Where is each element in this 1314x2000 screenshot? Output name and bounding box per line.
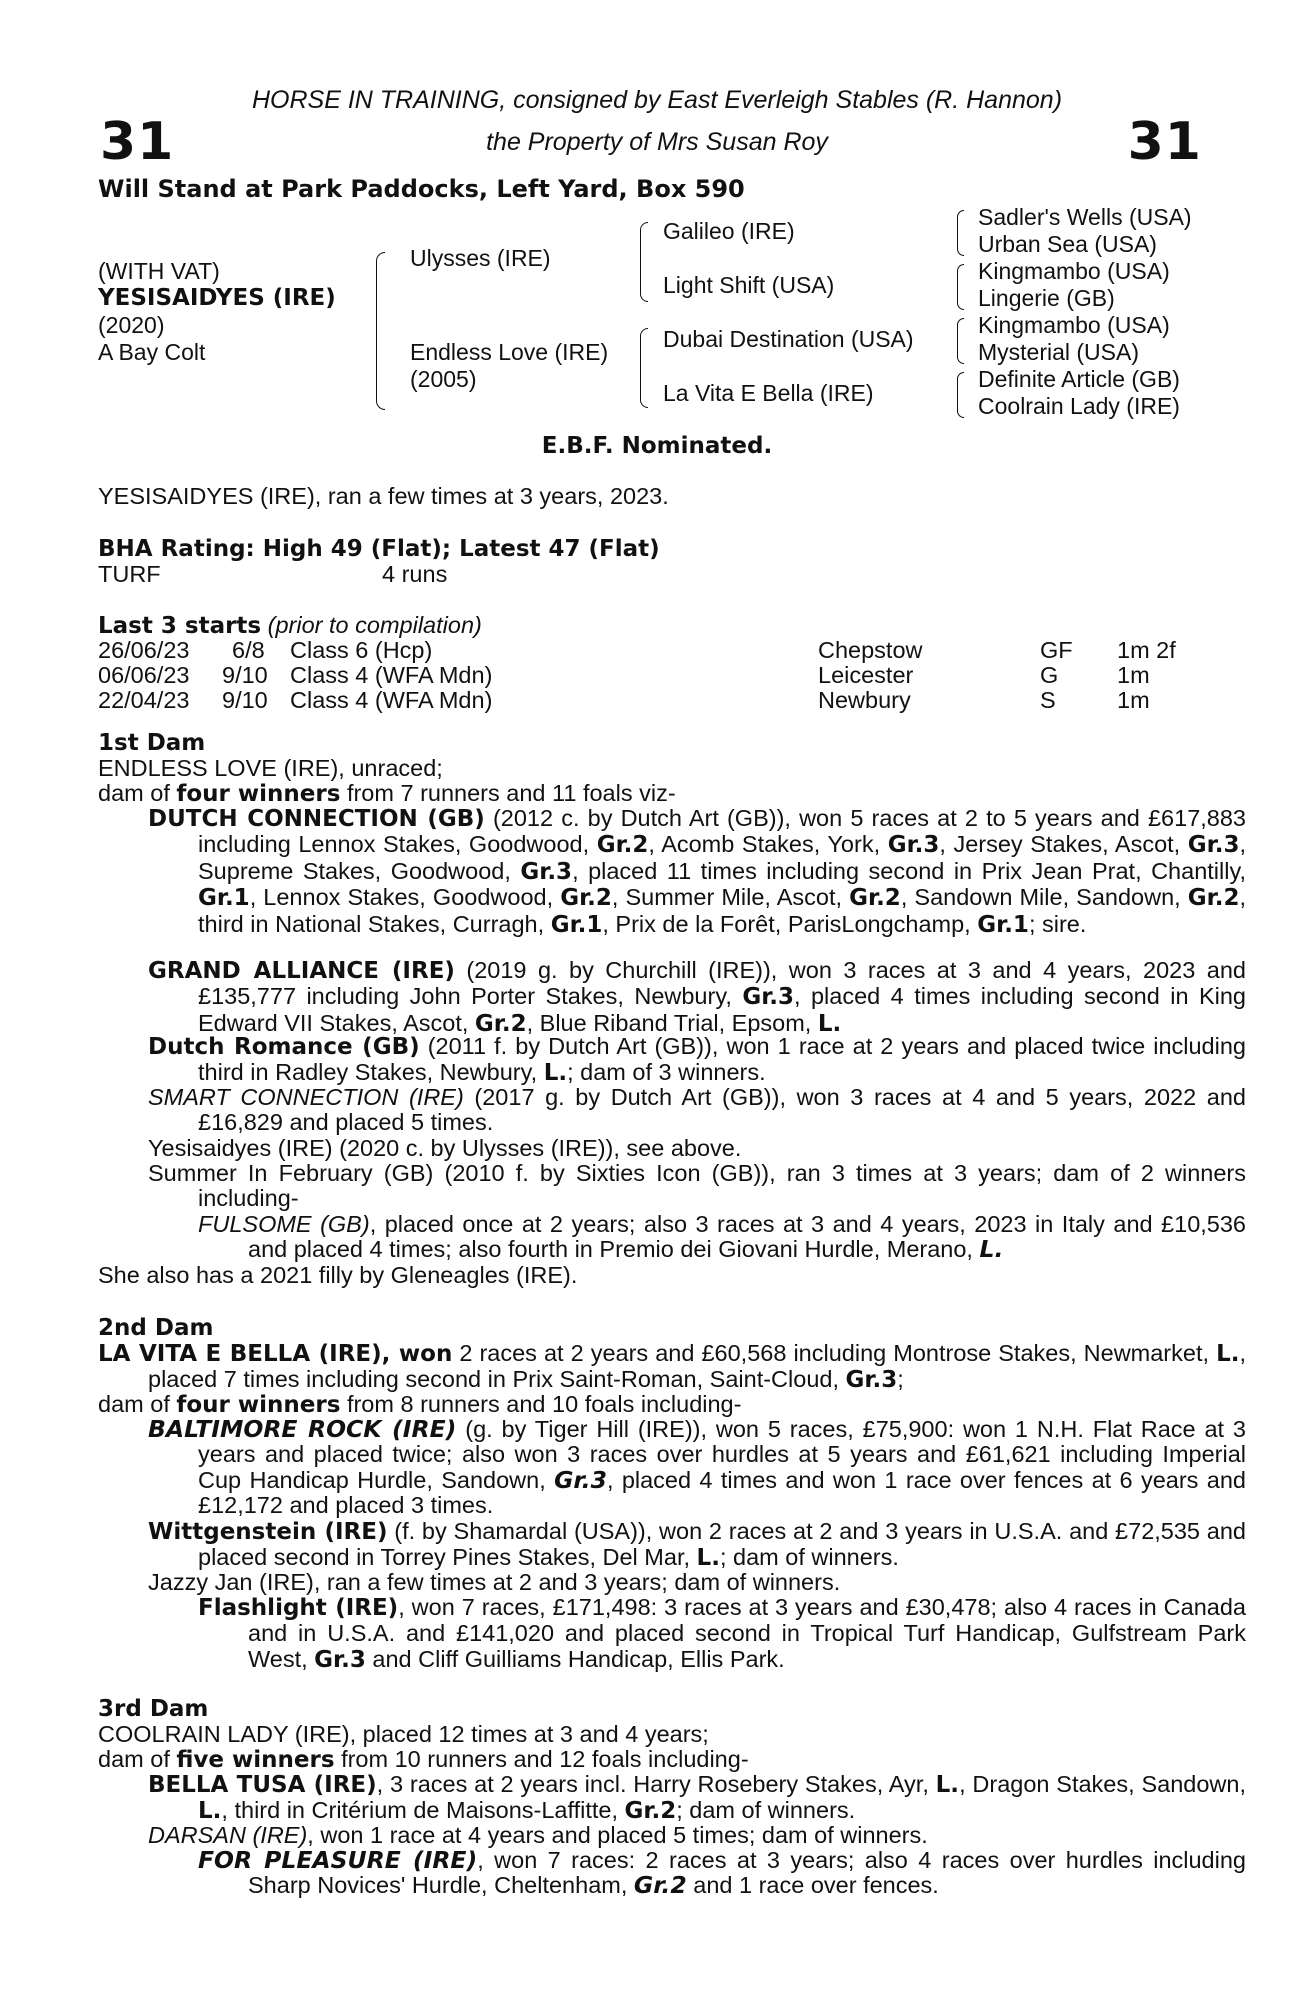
start-going: GF	[1040, 637, 1073, 663]
last-starts-note: (prior to compilation)	[267, 612, 482, 638]
horse-name: YESISAIDYES (IRE)	[98, 285, 336, 311]
gg-brace-4	[957, 372, 964, 418]
great-grandparent-6: Mysterial (USA)	[978, 339, 1140, 365]
start-course: Leicester	[818, 662, 914, 688]
produce-entry-grand-alliance: GRAND ALLIANCE (IRE) (2019 g. by Churchill (IRE)), won 3 races at 3 and 4 years, 2023 and £135,777 including John Porter Stakes, Newbury, Gr.3, placed 4 times including second in King Edward VII Stakes, Ascot, Gr.2, Blue Riband Trial, Epsom, L.	[148, 957, 1246, 1037]
third-dam-produce-summary: dam of five winners from 10 runners and 12 foals including-	[98, 1746, 749, 1773]
stand-location: Will Stand at Park Paddocks, Left Yard, Box 590	[98, 175, 745, 203]
produce-entry-darsan: DARSAN (IRE), won 1 race at 4 years and placed 5 times; dam of winners.	[148, 1822, 928, 1848]
dam-sire: Dubai Destination (USA)	[663, 326, 914, 352]
sire-sire: Galileo (IRE)	[663, 218, 795, 244]
race-summary: YESISAIDYES (IRE), ran a few times at 3 years, 2023.	[98, 483, 669, 509]
bha-rating: BHA Rating: High 49 (Flat); Latest 47 (Flat)	[98, 536, 660, 562]
produce-entry-summer-in-february: Summer In February (GB) (2010 f. by Sixties Icon (GB)), ran 3 times at 3 years; dam of 2 winners including-	[148, 1160, 1246, 1212]
produce-entry-for-pleasure: FOR PLEASURE (IRE), won 7 races: 2 races at 3 years; also 4 races over hurdles including Sharp Novices' Hurdle, Cheltenham, Gr.2 and 1 race over fences.	[198, 1846, 1246, 1900]
lot-number-right: 31	[1127, 112, 1202, 172]
second-dam-intro: LA VITA E BELLA (IRE), won 2 races at 2 years and £60,568 including Montrose Stakes, Newmarket, L., placed 7 times including second in Prix Saint-Roman, Saint-Cloud, Gr.3;	[98, 1340, 1246, 1394]
start-distance: 1m	[1117, 662, 1150, 688]
first-dam-intro: ENDLESS LOVE (IRE), unraced;	[98, 755, 443, 781]
produce-entry-flashlight: Flashlight (IRE), won 7 races, £171,498: 3 races at 3 years and £30,478; also 4 races in Canada and in U.S.A. and £141,020 and placed second in Tropical Turf Handicap, Gulfstream Park West, Gr.3 and Cliff Guilliams Handicap, Ellis Park.	[198, 1594, 1246, 1673]
great-grandparent-5: Kingmambo (USA)	[978, 312, 1170, 338]
first-dam-heading: 1st Dam	[98, 730, 206, 756]
produce-entry-dutch-connection: DUTCH CONNECTION (GB) (2012 c. by Dutch Art (GB)), won 5 races at 2 to 5 years and £617,883 including Lennox Stakes, Goodwood, Gr.2, Acomb Stakes, York, Gr.3, Jersey Stakes, Ascot, Gr.3, Supreme Stakes, Goodwood, Gr.3, placed 11 times including second in Prix Jean Prat, Chantilly, Gr.1, Lennox Stakes, Goodwood, Gr.2, Summer Mile, Ascot, Gr.2, Sandown Mile, Sandown, Gr.2, third in National Stakes, Curragh, Gr.1, Prix de la Forêt, ParisLongchamp, Gr.1; sire.	[148, 805, 1246, 938]
start-date: 22/04/23	[98, 687, 190, 713]
great-grandparent-1: Sadler's Wells (USA)	[978, 204, 1192, 230]
great-grandparent-3: Kingmambo (USA)	[978, 258, 1170, 284]
start-date: 26/06/23	[98, 637, 190, 663]
dam: Endless Love (IRE)	[410, 339, 609, 365]
second-dam-produce-summary: dam of four winners from 8 runners and 10 foals including-	[98, 1391, 742, 1418]
third-dam-heading: 3rd Dam	[98, 1696, 209, 1722]
ebf-nomination: E.B.F. Nominated.	[541, 433, 773, 459]
dam-line-brace	[640, 328, 648, 408]
consignor-line: HORSE IN TRAINING, consigned by East Everleigh Stables (R. Hannon)	[251, 86, 1063, 114]
start-class: Class 4 (WFA Mdn)	[290, 662, 493, 688]
dam-year: (2005)	[410, 366, 477, 392]
produce-entry-wittgenstein: Wittgenstein (IRE) (f. by Shamardal (USA)), won 2 races at 2 and 3 years in U.S.A. and £72,535 and placed second in Torrey Pines Stakes, Del Mar, L.; dam of winners.	[148, 1518, 1246, 1572]
sire-dam: Light Shift (USA)	[663, 272, 835, 298]
start-course: Newbury	[818, 687, 911, 713]
start-position: 9/10	[222, 662, 268, 688]
start-position: 9/10	[222, 687, 268, 713]
start-position: 6/8	[232, 637, 265, 663]
produce-entry-baltimore-rock: BALTIMORE ROCK (IRE) (g. by Tiger Hill (IRE)), won 5 races, £75,900: won 1 N.H. Flat Race at 3 years and placed twice; also won 3 races over hurdles at 5 years and £61,621 including Imperial Cup Handicap Hurdle, Sandown, Gr.3, placed 4 times and won 1 race over fences at 6 years and £12,172 and placed 3 times.	[148, 1415, 1246, 1519]
produce-entry-bella-tusa: BELLA TUSA (IRE), 3 races at 2 years incl. Harry Rosebery Stakes, Ayr, L., Dragon Stakes, Sandown, L., third in Critérium de Maisons-Laffitte, Gr.2; dam of winners.	[148, 1771, 1246, 1825]
start-distance: 1m 2f	[1117, 637, 1176, 663]
produce-entry-dutch-romance: Dutch Romance (GB) (2011 f. by Dutch Art (GB)), won 1 race at 2 years and placed twice including third in Radley Stakes, Newbury, L.; dam of 3 winners.	[148, 1033, 1246, 1087]
great-grandparent-4: Lingerie (GB)	[978, 285, 1115, 311]
horse-year: (2020)	[98, 312, 165, 338]
start-going: G	[1040, 662, 1059, 688]
start-going: S	[1040, 687, 1056, 713]
gg-brace-2	[957, 264, 964, 310]
start-class: Class 4 (WFA Mdn)	[290, 687, 493, 713]
last-starts-heading	[98, 613, 482, 639]
produce-entry-fulsome: FULSOME (GB), placed once at 2 years; also 3 races at 3 and 4 years, 2023 in Italy and £10,536 and placed 4 times; also fourth in Premio dei Giovani Hurdle, Merano, L.	[198, 1211, 1246, 1264]
second-dam-heading: 2nd Dam	[98, 1315, 214, 1341]
produce-entry-jazzy-jan: Jazzy Jan (IRE), ran a few times at 2 and 3 years; dam of winners.	[148, 1569, 841, 1595]
great-grandparent-7: Definite Article (GB)	[978, 366, 1180, 392]
start-date: 06/06/23	[98, 662, 190, 688]
sire-line-brace	[640, 222, 648, 302]
start-distance: 1m	[1117, 687, 1150, 713]
vat-label: (WITH VAT)	[98, 258, 220, 284]
surface-label: TURF	[98, 561, 161, 587]
gg-brace-1	[957, 210, 964, 256]
horse-description: A Bay Colt	[98, 339, 206, 365]
third-dam-intro: COOLRAIN LADY (IRE), placed 12 times at 3 and 4 years;	[98, 1721, 709, 1747]
gg-brace-3	[957, 318, 964, 364]
start-course: Chepstow	[818, 637, 923, 663]
produce-entry-yesisaidyes: Yesisaidyes (IRE) (2020 c. by Ulysses (IRE)), see above.	[148, 1135, 742, 1161]
owner-line: the Property of Mrs Susan Roy	[486, 128, 828, 156]
sire: Ulysses (IRE)	[410, 245, 551, 271]
first-dam-produce-summary: dam of four winners from 7 runners and 11 foals viz-	[98, 780, 676, 807]
dam-dam: La Vita E Bella (IRE)	[663, 380, 874, 406]
sire-dam-brace	[376, 252, 385, 410]
great-grandparent-8: Coolrain Lady (IRE)	[978, 393, 1180, 419]
lot-number-left: 31	[100, 112, 175, 172]
runs-count: 4 runs	[382, 561, 448, 587]
last-starts-title: Last 3 starts	[98, 613, 262, 639]
first-dam-last-note: She also has a 2021 filly by Gleneagles (IRE).	[98, 1262, 578, 1288]
produce-entry-smart-connection: SMART CONNECTION (IRE) (2017 g. by Dutch Art (GB)), won 3 races at 4 and 5 years, 2022 and £16,829 and placed 5 times.	[148, 1084, 1246, 1136]
great-grandparent-2: Urban Sea (USA)	[978, 231, 1157, 257]
start-class: Class 6 (Hcp)	[290, 637, 433, 663]
